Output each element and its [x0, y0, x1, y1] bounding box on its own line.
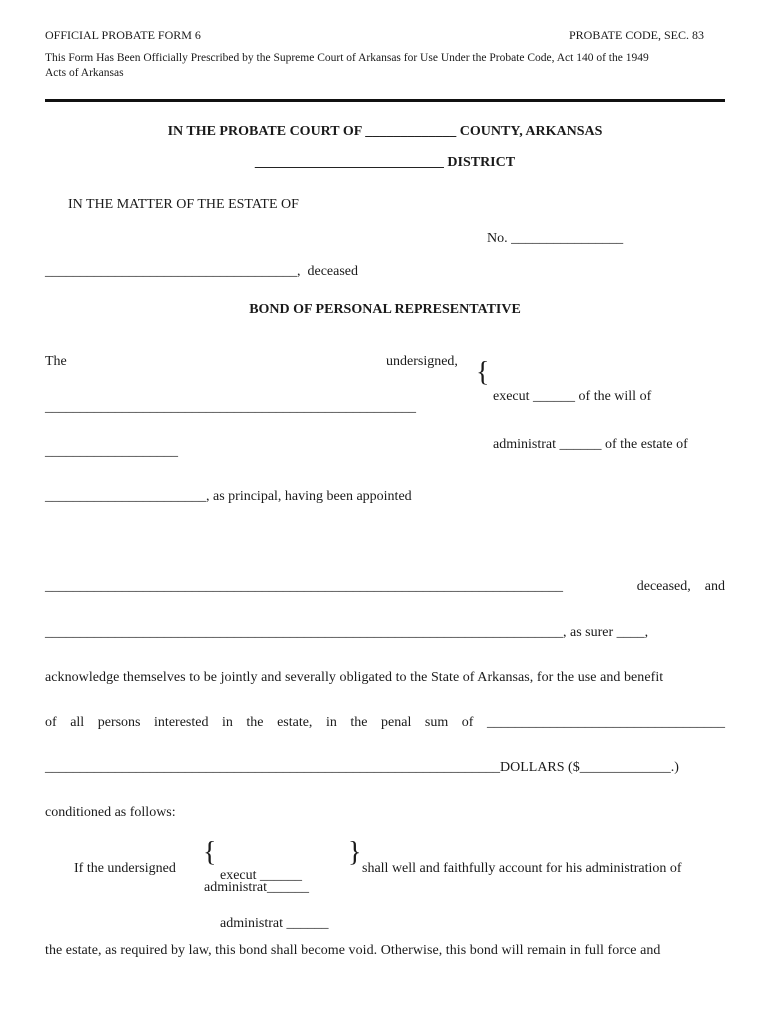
penal-sum-word: the	[246, 715, 264, 730]
code-reference: PROBATE CODE, SEC. 83	[569, 28, 705, 42]
penal-sum-line	[45, 715, 725, 731]
void-clause-line: the estate, as required by law, this bond shall become void. Otherwise, this bond will remain in full force and	[45, 943, 661, 958]
dollars-line: _________________________________________________________________DOLLARS ($_____________.)	[45, 760, 679, 775]
estate-of-label: IN THE MATTER OF THE ESTATE OF	[68, 197, 299, 212]
penal-sum-word: estate,	[277, 715, 313, 730]
case-number: No. ________________	[487, 231, 624, 246]
the-word: The	[45, 354, 67, 369]
penal-sum-word: __________________________________	[486, 715, 725, 730]
blank-line-2: ___________________	[45, 444, 178, 459]
acknowledge-line: acknowledge themselves to be jointly and severally obligated to the State of Arkansas, for the use and benefit	[45, 670, 664, 685]
principal-line: _______________________, as principal, having been appointed	[45, 489, 412, 504]
document-title: BOND OF PERSONAL REPRESENTATIVE	[249, 302, 521, 317]
court-heading: IN THE PROBATE COURT OF _____________ COUNTY, ARKANSAS	[167, 124, 603, 139]
administration-blank: administrat______	[204, 880, 309, 895]
if-undersigned-label: If the undersigned	[74, 861, 176, 876]
penal-sum-word: persons	[97, 715, 141, 730]
deceased-blank: __________________________________________________________________________	[45, 579, 563, 594]
district-line: ___________________________ DISTRICT	[254, 155, 516, 170]
condition-administrator: administrat ______	[220, 916, 329, 931]
penal-sum-word: in	[222, 715, 233, 730]
condition-executor: execut ______	[220, 868, 303, 883]
form-name: OFFICIAL PROBATE FORM 6	[45, 28, 201, 42]
prescribed-text-line2: Acts of Arkansas	[45, 67, 124, 79]
choice-administrator: administrat ______ of the estate of	[493, 437, 688, 452]
shall-account-text: shall well and faithfully account for his administration of	[362, 861, 682, 876]
choice-executor: execut ______ of the will of	[493, 389, 652, 404]
conditioned-line: conditioned as follows:	[45, 805, 176, 820]
deceased-word: deceased,	[636, 579, 691, 594]
penal-sum-word: of	[461, 715, 474, 730]
and-word: and	[704, 579, 725, 594]
penal-sum-word: the	[350, 715, 368, 730]
penal-sum-word: sum	[424, 715, 449, 730]
condition-left-brace: {	[203, 837, 217, 868]
surety-line: __________________________________________________________________________, as surer ____,	[45, 625, 649, 640]
undersigned-word: undersigned,	[386, 354, 458, 369]
header-rule	[45, 99, 725, 102]
penal-sum-word: of	[45, 715, 57, 730]
representative-choice	[493, 357, 688, 469]
penal-sum-word: all	[70, 715, 85, 730]
blank-line-1: _____________________________________________________	[45, 400, 416, 415]
condition-right-brace: }	[348, 837, 362, 868]
penal-sum-word: interested	[154, 715, 209, 730]
deceased-and-line	[45, 579, 725, 595]
prescribed-text-line1: This Form Has Been Officially Prescribed by the Supreme Court of Arkansas for Use Under the Probate Code, Act 140 of the 1949	[45, 52, 649, 64]
penal-sum-word: in	[325, 715, 337, 730]
left-brace: {	[476, 357, 490, 388]
penal-sum-word: penal	[381, 715, 412, 730]
deceased-line: ____________________________________, deceased	[45, 264, 359, 279]
